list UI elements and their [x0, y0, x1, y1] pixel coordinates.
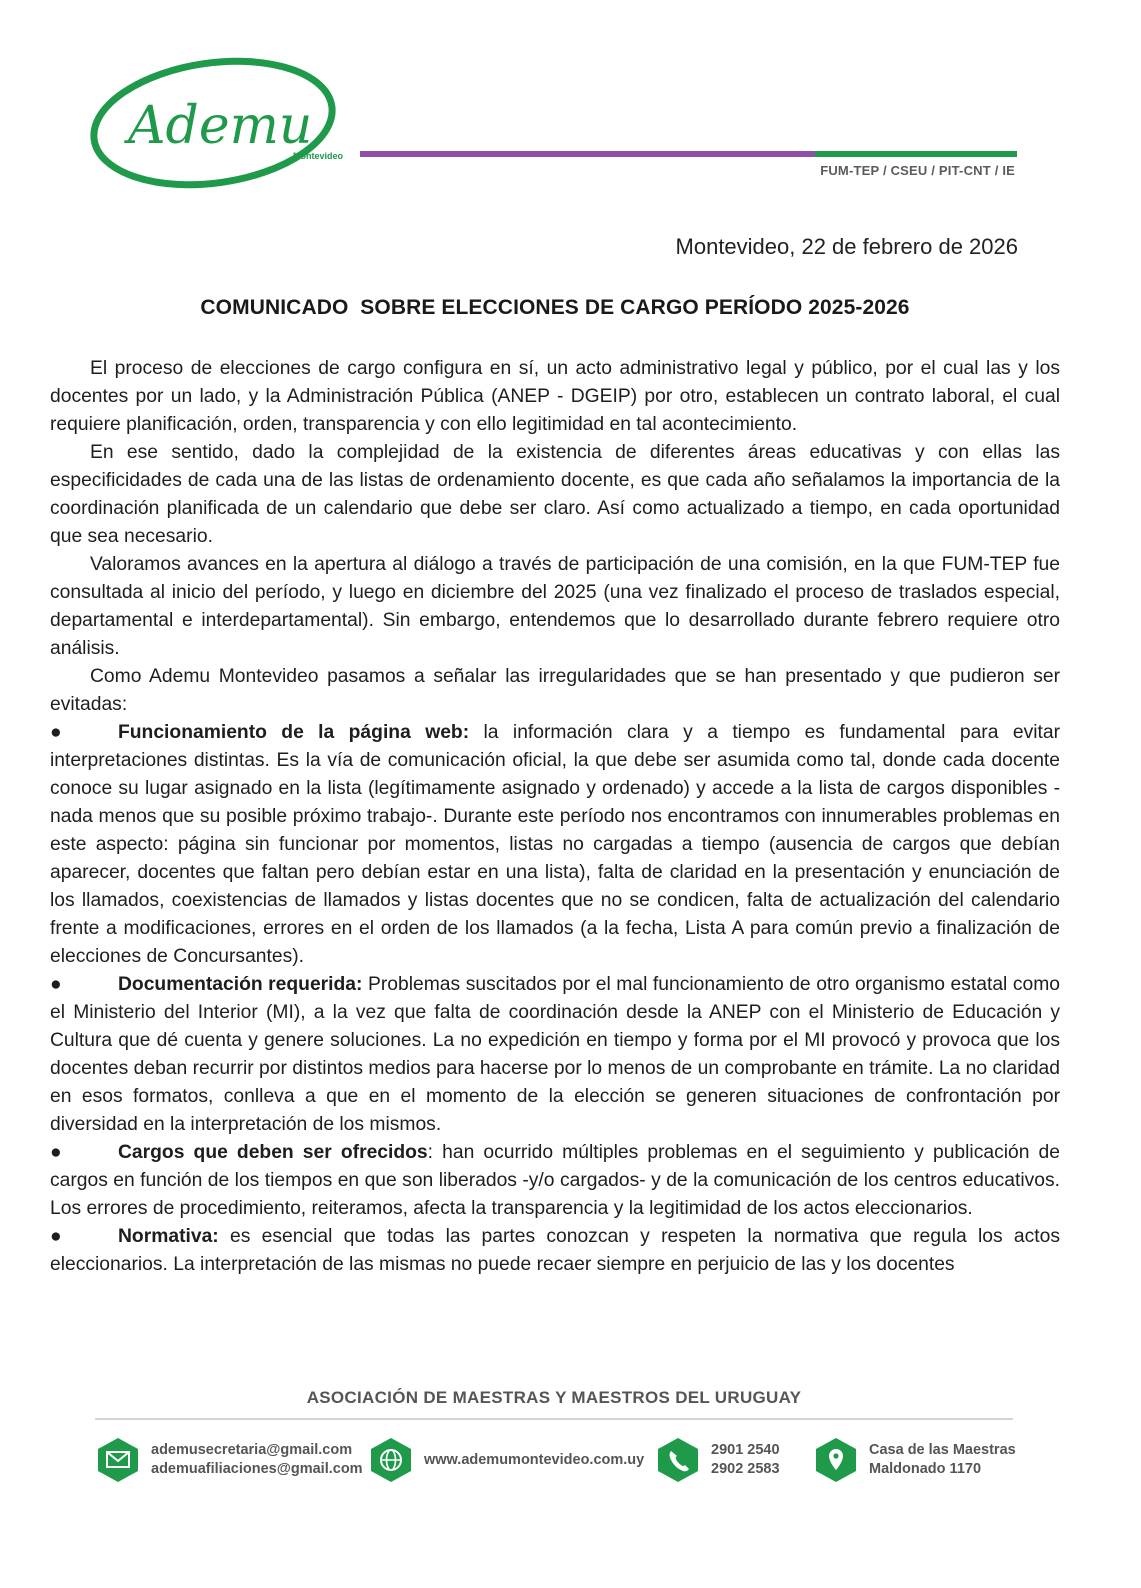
ademu-logo — [88, 55, 358, 190]
header-divider-green — [815, 151, 1017, 157]
bullet-text: la información clara y a tiempo es fundamental para evitar interpretaciones distintas. Es la vía de comunicación oficial, la que debe ser asumida como tal, donde cada docente conoce su lugar asignado en la lista (legítimamente asignado y ordenado) y accede a la lista de cargos disponibles -nada menos que su posible próximo trabajo-. Durante este período nos encontramos con innumerables problemas en este aspecto: página sin funcionar por momentos, listas no cargadas a tiempo (ausencia de cargos que debían aparecer, docentes que faltan pero debían estar en una lista), falta de claridad en la presentación y enunciación de los llamados, coexistencias de llamados y listas docentes que no se condicen, falta de actualización del calendario frente a modificaciones, errores en el orden de los llamados (a la fecha, Lista A para común previo a finalización de elecciones de Concursantes). — [50, 722, 1060, 967]
bullet-text: : han ocurrido múltiples problemas en el seguimiento y publicación de cargos en función de los tiempos en que son liberados -y/o cargados- y de la comunicación de los centros educativos. Los errores de procedimiento, reiteramos, afecta la transparencia y la legitimidad de los actos eleccionarios. — [50, 1142, 1060, 1219]
phone-icon — [657, 1437, 699, 1483]
contact-website — [370, 1437, 644, 1483]
email-secretaria[interactable]: ademusecretaria@gmail.com — [151, 1442, 353, 1458]
phone-2: 2902 2583 — [711, 1461, 780, 1477]
contact-phone — [657, 1437, 780, 1483]
email-afiliaciones[interactable]: ademuafiliaciones@gmail.com — [151, 1461, 363, 1477]
bullet-item — [50, 971, 1060, 1139]
globe-icon — [370, 1437, 412, 1483]
paragraph: Valoramos avances en la apertura al diálogo a través de participación de una comisión, en la que FUM-TEP fue consultada al inicio del período, y luego en diciembre del 2025 (una vez finalizado el proceso de traslados especial, departamental e interdepartamental). Sin embargo, entendemos que lo desarrollado durante febrero requiere otro análisis. — [50, 554, 1060, 659]
footer-organization: ASOCIACIÓN DE MAESTRAS Y MAESTROS DEL URUGUAY — [306, 1388, 802, 1407]
header-divider-purple — [360, 151, 815, 157]
bullet-text: Problemas suscitados por el mal funcionamiento de otro organismo estatal como el Ministerio del Interior (MI), a la vez que falta de coordinación desde la ANEP con el Ministerio de Educación y Cultura que dé cuenta y genere soluciones. La no expedición en tiempo y forma por el MI provocó y provoca que los docentes deban recurrir por distintos medios para hacerse por lo menos de un comprobante en trámite. La no claridad en esos formatos, conlleva a que en el momento de la elección se generen situaciones de confrontación por diversidad en la interpretación de los mismos. — [50, 974, 1061, 1135]
mail-icon — [97, 1437, 139, 1483]
bullet-heading: Cargos que deben ser ofrecidos — [118, 1142, 428, 1163]
contact-email — [97, 1437, 363, 1483]
bullet-mark: ● — [50, 974, 62, 995]
address-line-1: Casa de las Maestras — [869, 1442, 1016, 1458]
document-body — [50, 355, 1060, 1279]
location-pin-icon — [815, 1437, 857, 1483]
bullet-item — [50, 1139, 1060, 1223]
bullet-item — [50, 1223, 1060, 1279]
logo-subtext: Montevideo — [293, 151, 344, 161]
bullet-mark: ● — [50, 1226, 62, 1247]
bullet-heading: Funcionamiento de la página web: — [118, 722, 470, 743]
address-line-2: Maldonado 1170 — [869, 1461, 982, 1477]
bullet-text: es esencial que todas las partes conozcan y respeten la normativa que regula los actos eleccionarios. La interpretación de las mismas no puede recaer siempre en perjuicio de las y los docentes — [50, 1226, 1060, 1275]
paragraph: El proceso de elecciones de cargo configura en sí, un acto administrativo legal y público, por el cual las y los docentes por un lado, y la Administración Pública (ANEP - DGEIP) por otro, establecen un contrato laboral, el cual requiere planificación, orden, transparencia y con ello legitimidad en tal acontecimiento. — [50, 358, 1060, 435]
affiliations: FUM-TEP / CSEU / PIT-CNT / IE — [820, 163, 1015, 178]
bullet-heading: Documentación requerida: — [118, 974, 363, 995]
contact-address — [815, 1437, 1016, 1483]
paragraph: En ese sentido, dado la complejidad de la existencia de diferentes áreas educativas y con ellas las especificidades de cada una de las listas de ordenamiento docente, es que cada año señalamos la importancia de la coordinación planificada de un calendario que debe ser claro. Así como actualizado a tiempo, en cada oportunidad que sea necesario. — [50, 442, 1060, 547]
bullet-item — [50, 719, 1060, 971]
logo-text: Ademu — [128, 96, 313, 156]
document-title: COMUNICADO SOBRE ELECCIONES DE CARGO PERÍODO 2025-2026 — [200, 296, 910, 319]
footer-divider — [95, 1418, 1013, 1420]
phone-1: 2901 2540 — [711, 1442, 780, 1458]
bullet-mark: ● — [50, 722, 62, 743]
bullet-mark: ● — [50, 1142, 62, 1163]
website-link[interactable]: www.ademumontevideo.com.uy — [424, 1451, 645, 1468]
document-date: Montevideo, 22 de febrero de 2026 — [675, 234, 1018, 259]
bullet-heading: Normativa: — [118, 1226, 219, 1247]
paragraph: Como Ademu Montevideo pasamos a señalar las irregularidades que se han presentado y que pudieron ser evitadas: — [50, 666, 1060, 715]
